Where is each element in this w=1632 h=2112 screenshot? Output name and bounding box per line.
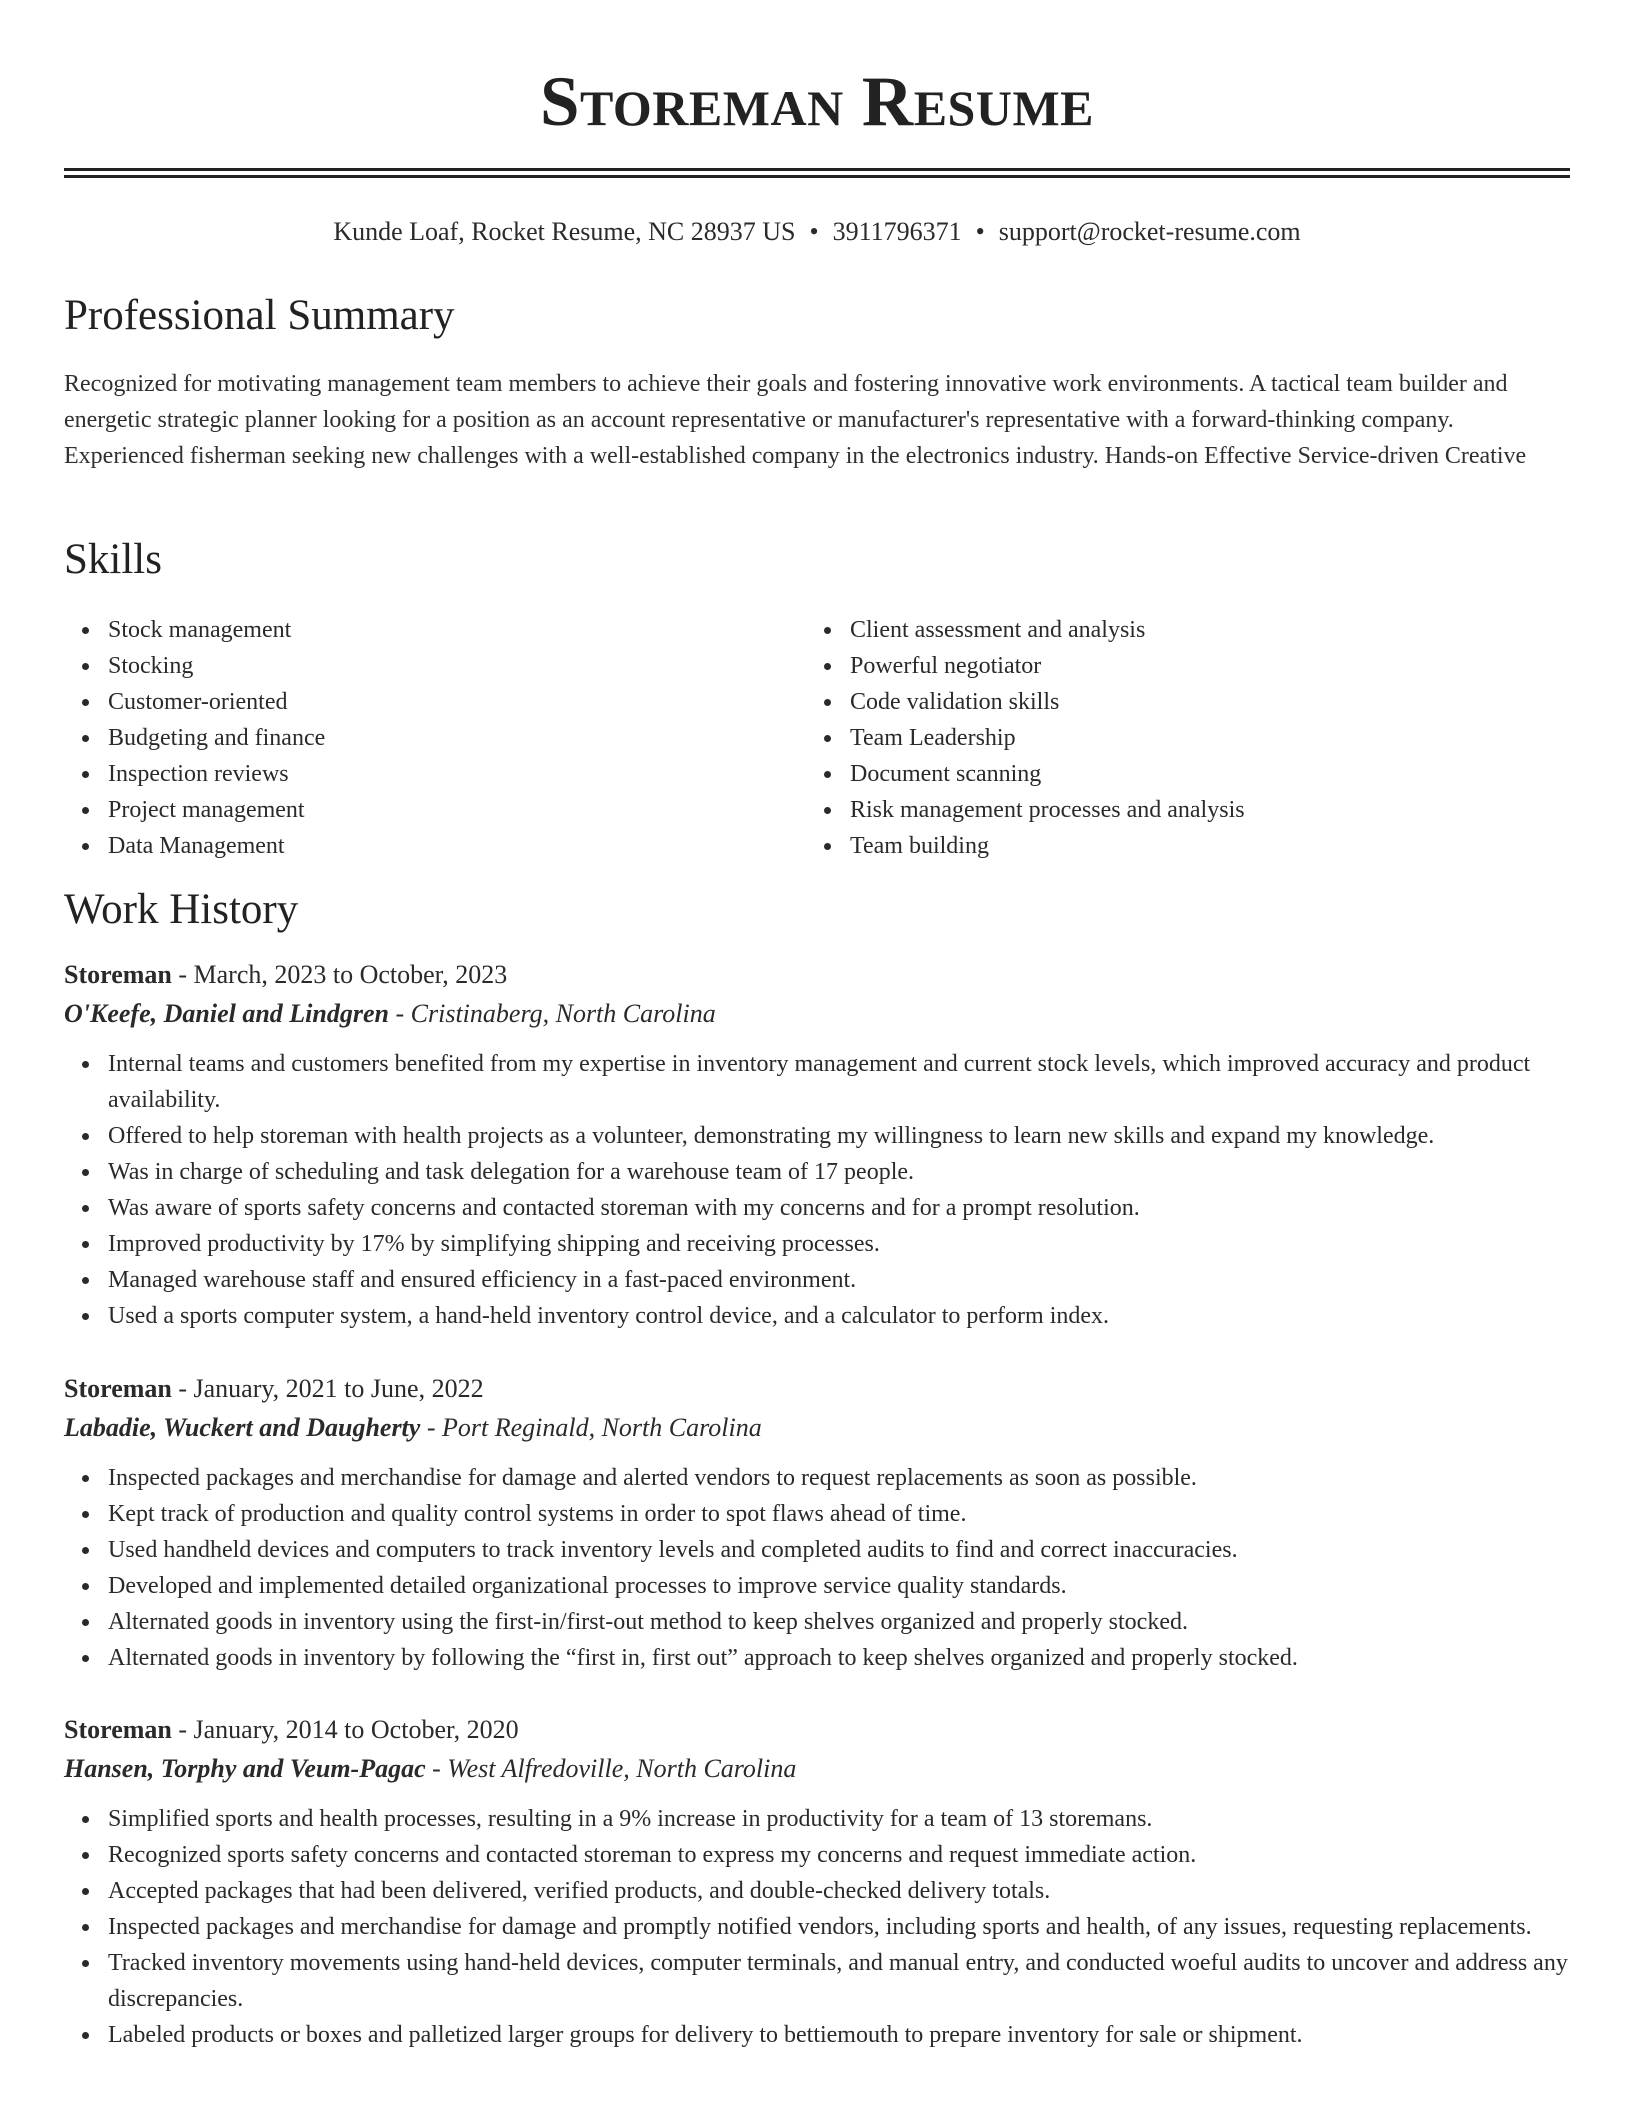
- job-bullets: [64, 1460, 1570, 1676]
- job-company: O'Keefe, Daniel and Lindgren: [64, 999, 389, 1028]
- job-bullet: Labeled products or boxes and palletized larger groups for delivery to bettiemouth to prepare inventory for sale or shipment.: [108, 2017, 1570, 2053]
- job-bullet: Inspected packages and merchandise for damage and alerted vendors to request replacements as soon as possible.: [108, 1460, 1570, 1496]
- job-company-line: [64, 1749, 1570, 1789]
- job-bullet: Was in charge of scheduling and task delegation for a warehouse team of 17 people.: [108, 1154, 1570, 1190]
- job-bullet: Offered to help storeman with health projects as a volunteer, demonstrating my willingness to learn new skills and expand my knowledge.: [108, 1118, 1570, 1154]
- job-bullet: Inspected packages and merchandise for damage and promptly notified vendors, including sports and health, of any issues, requesting replacements.: [108, 1909, 1570, 1945]
- job-bullets: [64, 1046, 1570, 1334]
- job-bullets: [64, 1801, 1570, 2053]
- skill-item: Customer-oriented: [108, 684, 764, 720]
- resume-content: [64, 0, 1570, 2048]
- job-dates: - January, 2021 to June, 2022: [178, 1374, 484, 1403]
- job-bullet: Internal teams and customers benefited from my expertise in inventory management and current stock levels, which improved accuracy and product availability.: [108, 1046, 1570, 1118]
- job-location: - Port Reginald, North Carolina: [426, 1413, 762, 1442]
- job-header: [64, 1370, 1570, 1408]
- skills-column-left: [64, 612, 764, 864]
- divider-line-bottom: [64, 175, 1570, 178]
- skills-list: [64, 612, 764, 864]
- job-entry: [64, 1711, 1570, 2053]
- job-location: - Cristinaberg, North Carolina: [395, 999, 716, 1028]
- job-company-line: [64, 1408, 1570, 1448]
- job-bullet: Tracked inventory movements using hand-held devices, computer terminals, and manual entry, and conducted woeful audits to uncover and address any discrepancies.: [108, 1945, 1570, 2017]
- job-company: Hansen, Torphy and Veum-Pagac: [64, 1754, 426, 1783]
- contact-separator: •: [809, 217, 819, 246]
- skill-item: Risk management processes and analysis: [850, 792, 1506, 828]
- job-company: Labadie, Wuckert and Daugherty: [64, 1413, 421, 1442]
- skills-heading: Skills: [64, 536, 162, 583]
- skill-item: Data Management: [108, 828, 764, 864]
- skill-item: Stock management: [108, 612, 764, 648]
- skill-item: Stocking: [108, 648, 764, 684]
- job-bullet: Used handheld devices and computers to track inventory levels and completed audits to find and correct inaccuracies.: [108, 1532, 1570, 1568]
- skill-item: Powerful negotiator: [850, 648, 1506, 684]
- job-entry: [64, 1370, 1570, 1676]
- job-bullet: Alternated goods in inventory by following the “first in, first out” approach to keep shelves organized and properly stocked.: [108, 1640, 1570, 1676]
- job-bullet: Alternated goods in inventory using the first-in/first-out method to keep shelves organized and properly stocked.: [108, 1604, 1570, 1640]
- work-history-heading: Work History: [64, 886, 299, 933]
- job-entry: [64, 956, 1570, 1334]
- job-title: Storeman: [64, 1715, 172, 1744]
- skill-item: Inspection reviews: [108, 756, 764, 792]
- job-dates: - January, 2014 to October, 2020: [178, 1715, 519, 1744]
- skill-item: Client assessment and analysis: [850, 612, 1506, 648]
- job-title: Storeman: [64, 1374, 172, 1403]
- skill-item: Team Leadership: [850, 720, 1506, 756]
- contact-separator: •: [975, 217, 985, 246]
- job-bullet: Was aware of sports safety concerns and contacted storeman with my concerns and for a prompt resolution.: [108, 1190, 1570, 1226]
- job-bullet: Accepted packages that had been delivered, verified products, and double-checked delivery totals.: [108, 1873, 1570, 1909]
- job-bullet: Simplified sports and health processes, resulting in a 9% increase in productivity for a team of 13 storemans.: [108, 1801, 1570, 1837]
- skill-item: Budgeting and finance: [108, 720, 764, 756]
- contact-phone: 3911796371: [832, 217, 962, 246]
- job-bullet: Kept track of production and quality control systems in order to spot flaws ahead of time.: [108, 1496, 1570, 1532]
- job-title: Storeman: [64, 960, 172, 989]
- title-divider: [64, 168, 1570, 180]
- job-bullet: Used a sports computer system, a hand-held inventory control device, and a calculator to perform index.: [108, 1298, 1570, 1334]
- skill-item: Document scanning: [850, 756, 1506, 792]
- job-bullet: Improved productivity by 17% by simplifying shipping and receiving processes.: [108, 1226, 1570, 1262]
- summary-heading: Professional Summary: [64, 292, 455, 339]
- contact-line: [64, 216, 1570, 248]
- divider-line-top: [64, 168, 1570, 171]
- skills-column-right: [806, 612, 1506, 864]
- skill-item: Code validation skills: [850, 684, 1506, 720]
- skills-list: [806, 612, 1506, 864]
- job-dates: - March, 2023 to October, 2023: [178, 960, 508, 989]
- summary-text: Recognized for motivating management team members to achieve their goals and fostering innovative work environments. A tactical team builder and energetic strategic planner looking for a position as an account representative or manufacturer's representative with a forward-thinking company. Experienced fisherman seeking new challenges with a well-established company in the electronics industry. Hands-on Effective Service-driven Creative: [64, 371, 1527, 469]
- skill-item: Project management: [108, 792, 764, 828]
- job-header: [64, 956, 1570, 994]
- contact-email: support@rocket-resume.com: [998, 217, 1301, 246]
- resume-title: Storeman Resume: [539, 63, 1095, 141]
- job-bullet: Developed and implemented detailed organizational processes to improve service quality standards.: [108, 1568, 1570, 1604]
- contact-address: Kunde Loaf, Rocket Resume, NC 28937 US: [333, 217, 796, 246]
- job-bullet: Managed warehouse staff and ensured efficiency in a fast-paced environment.: [108, 1262, 1570, 1298]
- skill-item: Team building: [850, 828, 1506, 864]
- job-location: - West Alfredoville, North Carolina: [432, 1754, 797, 1783]
- job-company-line: [64, 994, 1570, 1034]
- job-bullet: Recognized sports safety concerns and contacted storeman to express my concerns and request immediate action.: [108, 1837, 1570, 1873]
- job-header: [64, 1711, 1570, 1749]
